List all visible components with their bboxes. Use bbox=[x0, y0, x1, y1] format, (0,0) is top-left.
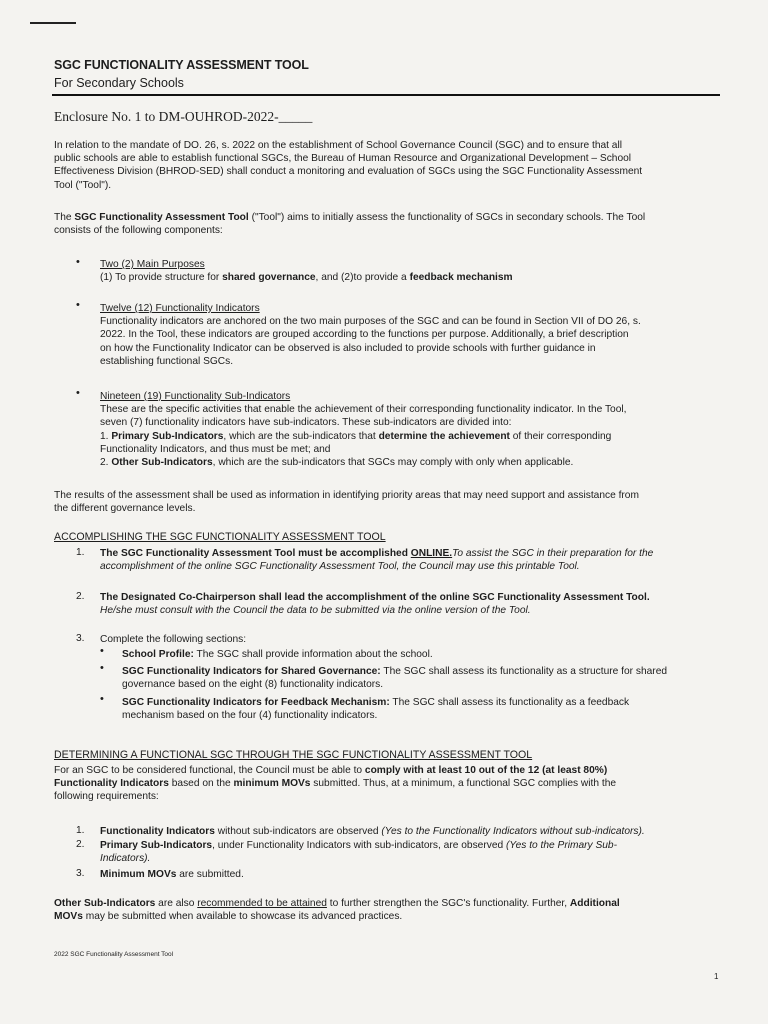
text-line: on how the Functionality Indicator can be observed is also included to provide schools with further guidance in bbox=[100, 342, 596, 354]
sub-list-item bbox=[122, 648, 433, 661]
text-line: (1) To provide structure for shared governance, and (2)to provide a feedback mechanism bbox=[100, 272, 513, 284]
tool-paragraph bbox=[54, 211, 645, 237]
component-title: Two (2) Main Purposes bbox=[100, 259, 205, 270]
component-sub-indicators bbox=[100, 390, 626, 469]
text-line: Indicators). bbox=[100, 853, 151, 865]
list-number: 1. bbox=[76, 825, 85, 836]
text-line: governance based on the eight (8) functionality indicators. bbox=[122, 679, 384, 691]
determining-paragraph bbox=[54, 764, 616, 804]
text-line: Functionality Indicators based on the minimum MOVs submitted. Thus, at a minimum, a functional SGC complies with the bbox=[54, 778, 617, 790]
text-line: The SGC Functionality Assessment Tool ("Tool") aims to initially assess the functionality of SGCs in secondary schools. The Tool bbox=[54, 212, 646, 223]
list-item bbox=[100, 547, 653, 573]
text-line: mechanism based on the four (4) functionality indicators. bbox=[122, 710, 378, 722]
sub-list-item bbox=[122, 696, 629, 722]
text-line: seven (7) functionality indicators have sub-indicators. These sub-indicators are divided into: bbox=[100, 417, 512, 429]
requirement-item bbox=[100, 825, 645, 838]
intro-paragraph bbox=[54, 139, 642, 192]
other-subindicators-paragraph bbox=[54, 897, 620, 923]
page-title: SGC FUNCTIONALITY ASSESSMENT TOOL bbox=[54, 58, 309, 72]
page-number: 1 bbox=[714, 972, 719, 981]
text-line: In relation to the mandate of DO. 26, s. 2022 on the establishment of School Governance Council (SGC) and to ensure that all bbox=[54, 140, 622, 151]
text-line: SGC Functionality Indicators for Shared Governance: The SGC shall assess its functionality as a structure for shared bbox=[122, 666, 668, 677]
component-title: Nineteen (19) Functionality Sub-Indicators bbox=[100, 391, 291, 402]
text-line: The Designated Co-Chairperson shall lead the accomplishment of the online SGC Functionality Assessment Tool. bbox=[100, 592, 650, 603]
results-paragraph bbox=[54, 489, 639, 515]
enclosure-line: Enclosure No. 1 to DM-OUHROD-2022-_____ bbox=[54, 109, 313, 124]
component-main-purposes bbox=[100, 258, 513, 284]
footer-text: 2022 SGC Functionality Assessment Tool bbox=[54, 951, 174, 958]
list-number: 3. bbox=[76, 633, 85, 644]
text-line: Functionality Indicators without sub-indicators are observed (Yes to the Functionality Indicators without sub-indicators). bbox=[100, 826, 645, 837]
text-line: Minimum MOVs are submitted. bbox=[100, 869, 244, 880]
text-line: SGC Functionality Indicators for Feedback Mechanism: The SGC shall assess its functionality as a feedback bbox=[122, 697, 630, 708]
bullet-icon: • bbox=[76, 299, 80, 311]
text-line: the different governance levels. bbox=[54, 503, 196, 515]
requirement-item bbox=[100, 868, 244, 881]
list-item: Complete the following sections: bbox=[100, 634, 247, 645]
sub-list-item bbox=[122, 665, 667, 691]
component-title: Twelve (12) Functionality Indicators bbox=[100, 303, 260, 314]
text-line: Functionality indicators are anchored on the two main purposes of the SGC and can be found in Section VII of DO 26, s. bbox=[100, 316, 641, 328]
header-rule bbox=[52, 94, 720, 96]
bullet-icon: • bbox=[76, 387, 80, 399]
text-line: establishing functional SGCs. bbox=[100, 355, 234, 367]
text-line: consists of the following components: bbox=[54, 225, 223, 237]
text-line: 2. Other Sub-Indicators, which are the sub-indicators that SGCs may comply with only when applicable. bbox=[100, 457, 574, 469]
text-line: Functionality Indicators, and thus must be met; and bbox=[100, 443, 331, 455]
text-line: Effectiveness Division (BHROD-SED) shall conduct a monitoring and evaluation of SGCs using the SGC Functionality Assessment bbox=[54, 166, 643, 178]
text-line: accomplishment of the online SGC Functionality Assessment Tool, the Council may use this printable Tool. bbox=[100, 561, 580, 573]
list-number: 2. bbox=[76, 839, 85, 850]
text-line: public schools are able to establish functional SGCs, the Bureau of Human Resource and Organizational Development – School bbox=[54, 153, 632, 165]
text-line: Tool ("Tool"). bbox=[54, 179, 112, 191]
bullet-icon: • bbox=[76, 256, 80, 268]
text-line: He/she must consult with the Council the data to be submitted via the online version of the Tool. bbox=[100, 605, 531, 617]
bullet-icon: • bbox=[100, 662, 104, 674]
text-line: Other Sub-Indicators are also recommended to be attained to further strengthen the SGC's functionality. Further, Additional bbox=[54, 898, 620, 909]
text-line: School Profile: The SGC shall provide information about the school. bbox=[122, 649, 433, 660]
section-heading-accomplishing: ACCOMPLISHING THE SGC FUNCTIONALITY ASSESSMENT TOOL bbox=[54, 531, 386, 543]
corner-mark bbox=[30, 22, 76, 24]
text-line: MOVs may be submitted when available to showcase its advanced practices. bbox=[54, 911, 403, 923]
text-line: The results of the assessment shall be used as information in identifying priority areas that may need support and assistance from bbox=[54, 490, 639, 501]
page-subtitle: For Secondary Schools bbox=[54, 76, 184, 90]
text-line: following requirements: bbox=[54, 791, 159, 803]
text-line: Primary Sub-Indicators, under Functionality Indicators with sub-indicators, are observed (Yes to the Primary Sub- bbox=[100, 840, 617, 851]
list-number: 1. bbox=[76, 547, 85, 558]
requirement-item bbox=[100, 839, 617, 865]
text-line: The SGC Functionality Assessment Tool must be accomplished ONLINE.To assist the SGC in their preparation for the bbox=[100, 548, 654, 559]
list-item bbox=[100, 591, 650, 617]
text-line: For an SGC to be considered functional, the Council must be able to comply with at least 10 out of the 12 (at least 80%) bbox=[54, 765, 608, 776]
section-heading-determining: DETERMINING A FUNCTIONAL SGC THROUGH THE SGC FUNCTIONALITY ASSESSMENT TOOL bbox=[54, 749, 533, 761]
component-functionality-indicators bbox=[100, 302, 641, 368]
bullet-icon: • bbox=[100, 693, 104, 705]
bullet-icon: • bbox=[100, 645, 104, 657]
list-number: 3. bbox=[76, 868, 85, 879]
text-line: 2022. In the Tool, these indicators are grouped according to the functions per purpose. Additionally, a brief description bbox=[100, 329, 629, 341]
text-line: 1. Primary Sub-Indicators, which are the sub-indicators that determine the achievement of their corresponding bbox=[100, 430, 612, 442]
list-number: 2. bbox=[76, 591, 85, 602]
text-line: These are the specific activities that enable the achievement of their corresponding functionality indicator. In the Tool, bbox=[100, 404, 627, 416]
